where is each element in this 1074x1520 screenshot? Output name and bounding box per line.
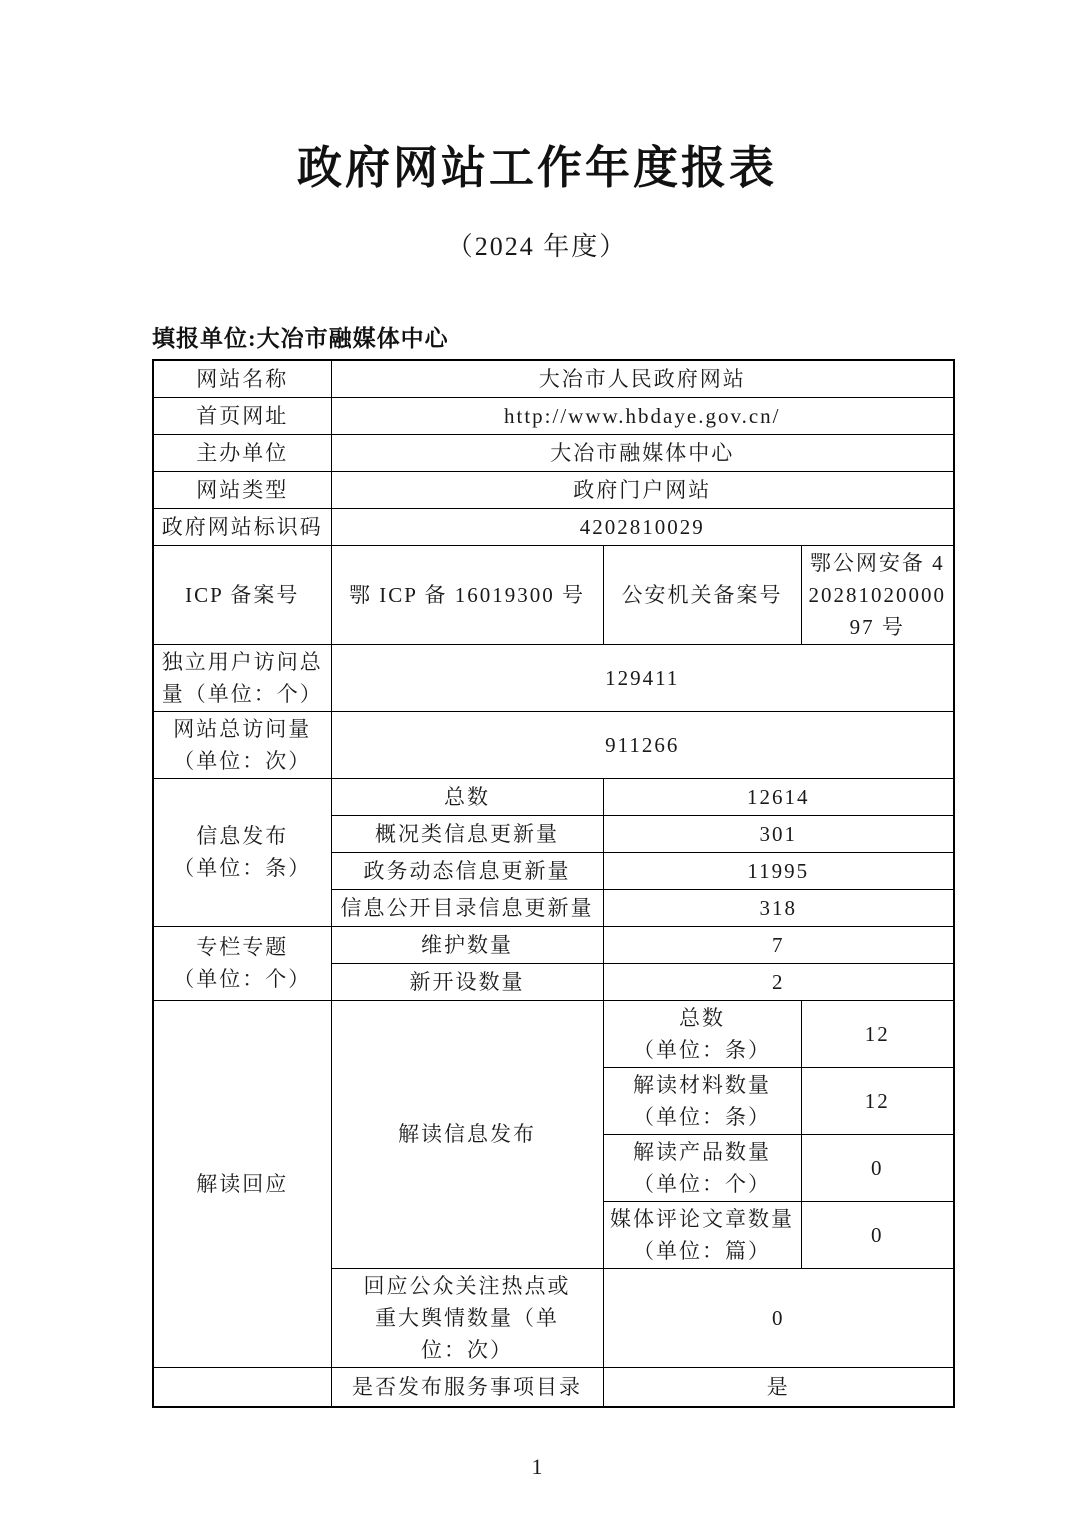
interpretation-item-unit: （单位：条） [633, 1037, 771, 1062]
row-service-directory [153, 1367, 954, 1407]
interpretation-item-label [603, 1134, 801, 1201]
organizer-value: 大冶市融媒体中心 [331, 434, 954, 471]
info-publish-section-label [153, 778, 331, 926]
unique-visitors-label: 独立用户访问总量（单位：个） [153, 644, 331, 711]
interpretation-item-label [603, 1201, 801, 1268]
site-name-value: 大冶市人民政府网站 [331, 360, 954, 397]
reporting-unit: 填报单位:大冶市融媒体中心 [152, 326, 449, 351]
service-directory-label: 是否发布服务事项目录 [331, 1367, 603, 1407]
interpretation-item-label-text: 媒体评论文章数量 [610, 1206, 794, 1231]
info-publish-item-label: 概况类信息更新量 [331, 815, 603, 852]
special-columns-label-text: 专栏专题 [196, 935, 289, 959]
icp-value: 鄂 ICP 备 16019300 号 [331, 545, 603, 644]
interpretation-item-unit: （单位：个） [633, 1171, 771, 1196]
site-type-label: 网站类型 [153, 471, 331, 508]
row-site-name [153, 360, 954, 397]
service-directory-value: 是 [603, 1367, 954, 1407]
interpretation-section-label: 解读回应 [153, 1000, 331, 1367]
row-special-columns-maintained [153, 926, 954, 963]
empty-section-cell [153, 1367, 331, 1407]
hotspot-value: 0 [603, 1268, 954, 1367]
total-visits-unit: （单位：次） [173, 748, 312, 773]
row-home-url [153, 397, 954, 434]
interpretation-item-label [603, 1067, 801, 1134]
interpretation-item-label-text: 解读产品数量 [633, 1139, 771, 1164]
organizer-label: 主办单位 [153, 434, 331, 471]
interpretation-item-label-text: 解读材料数量 [633, 1072, 771, 1097]
special-columns-item-label: 新开设数量 [331, 963, 603, 1000]
row-interpretation-total [153, 1000, 954, 1067]
info-publish-item-value: 301 [603, 815, 954, 852]
interpretation-item-value: 12 [801, 1000, 954, 1067]
total-visits-label [153, 711, 331, 778]
info-publish-label-text: 信息发布 [196, 824, 289, 848]
page-title: 政府网站工作年度报表 [296, 142, 777, 193]
interpretation-item-label [603, 1000, 801, 1067]
row-site-id [153, 508, 954, 545]
special-columns-item-label: 维护数量 [331, 926, 603, 963]
site-id-value: 4202810029 [331, 508, 954, 545]
interpretation-item-unit: （单位：篇） [633, 1238, 771, 1263]
interpretation-publish-label: 解读信息发布 [331, 1000, 603, 1268]
info-publish-unit: （单位：条） [173, 856, 312, 880]
row-organizer [153, 434, 954, 471]
interpretation-item-value: 12 [801, 1067, 954, 1134]
special-columns-item-value: 2 [603, 963, 954, 1000]
info-publish-item-value: 11995 [603, 852, 954, 889]
info-publish-item-value: 318 [603, 889, 954, 926]
row-site-type [153, 471, 954, 508]
info-publish-item-value: 12614 [603, 778, 954, 815]
page-subtitle: （2024 年度） [446, 232, 628, 261]
info-publish-item-label: 政务动态信息更新量 [331, 852, 603, 889]
home-url-value: http://www.hbdaye.gov.cn/ [331, 397, 954, 434]
site-type-value: 政府门户网站 [331, 471, 954, 508]
interpretation-item-value: 0 [801, 1134, 954, 1201]
hotspot-label [331, 1268, 603, 1367]
special-columns-item-value: 7 [603, 926, 954, 963]
special-columns-section-label [153, 926, 331, 1000]
interpretation-item-label-text: 总数 [679, 1005, 725, 1030]
total-visits-label-text: 网站总访问量 [173, 716, 312, 741]
page-number: 1 [531, 1454, 543, 1479]
home-url-label: 首页网址 [153, 397, 331, 434]
hotspot-label-text: 回应公众关注热点或重大舆情数量（单位：次） [363, 1273, 571, 1362]
special-columns-unit: （单位：个） [173, 967, 312, 991]
row-info-publish-total [153, 778, 954, 815]
row-total-visits [153, 711, 954, 778]
unique-visitors-value: 129411 [331, 644, 954, 711]
total-visits-value: 911266 [331, 711, 954, 778]
interpretation-item-value: 0 [801, 1201, 954, 1268]
icp-label: ICP 备案号 [153, 545, 331, 644]
row-icp [153, 545, 954, 644]
row-unique-visitors [153, 644, 954, 711]
annual-report-table [152, 359, 955, 1408]
interpretation-item-unit: （单位：条） [633, 1104, 771, 1129]
police-record-label: 公安机关备案号 [603, 545, 801, 644]
info-publish-item-label: 信息公开目录信息更新量 [331, 889, 603, 926]
info-publish-item-label: 总数 [331, 778, 603, 815]
site-id-label: 政府网站标识码 [153, 508, 331, 545]
police-record-value: 鄂公网安备 42028102000097 号 [801, 545, 954, 644]
site-name-label: 网站名称 [153, 360, 331, 397]
